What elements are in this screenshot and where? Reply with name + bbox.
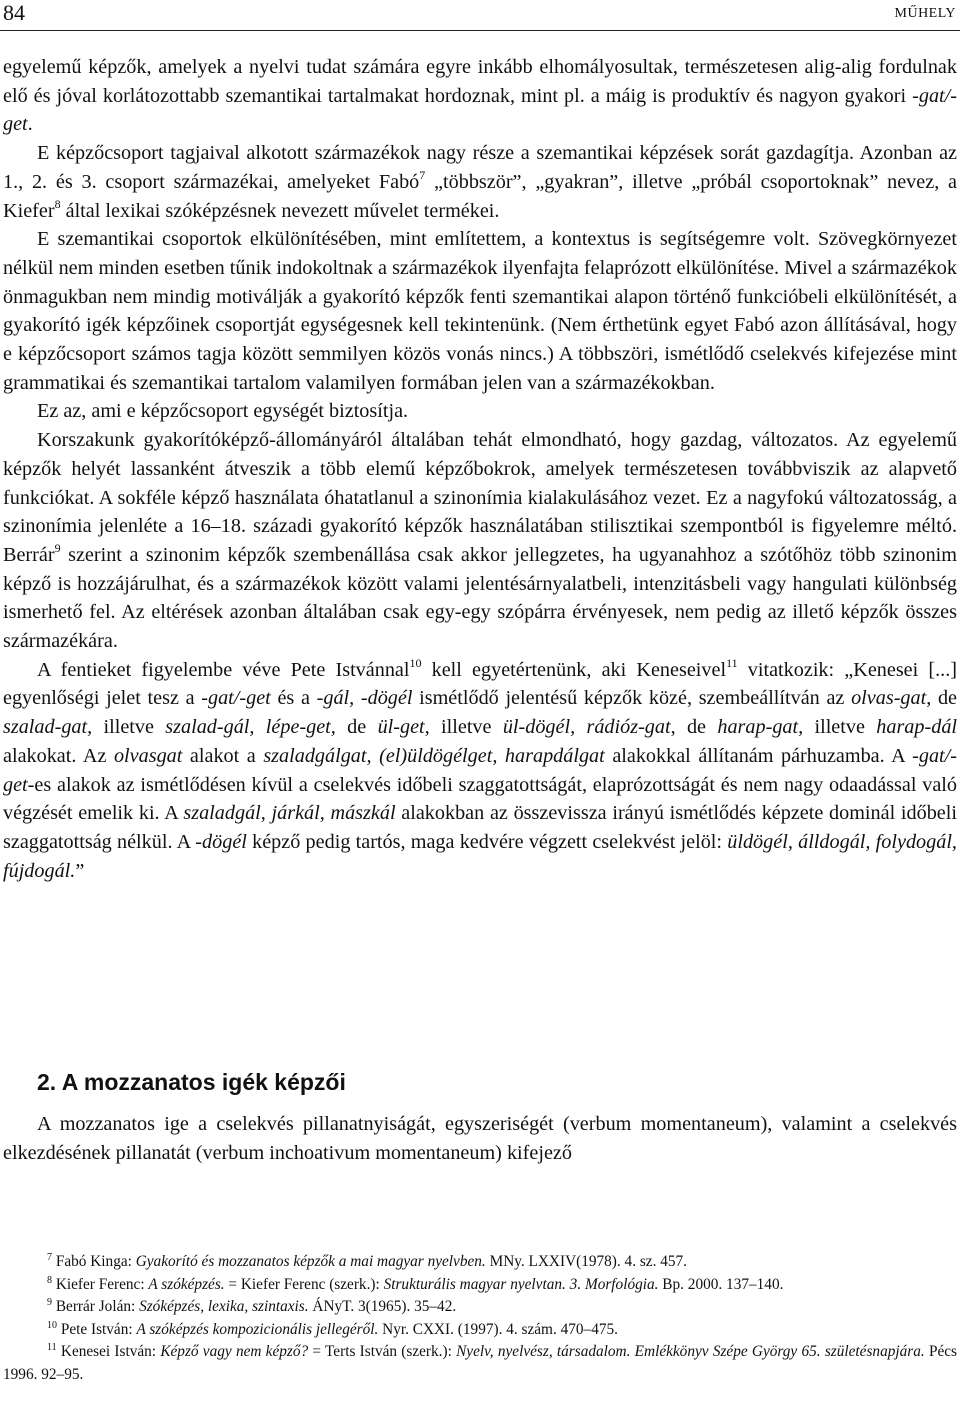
footnote: $^{11}$ Kenesei István: Képző vagy nem képző? = Terts István (szerk.): Nyelv, nyelvész, társadalom. Emlékkönyv Szépe György 65. születésnapjára. Pécs 1996. 92–95. <box>3 1342 957 1383</box>
footnotes <box>3 1251 957 1386</box>
footnote: $^7$ Fabó Kinga: Gyakorító és mozzanatos képzők a mai magyar nyelvben. MNy. LXXIV(1978). 4. sz. 457. <box>47 1252 688 1270</box>
footnote: $^8$ Kiefer Ferenc: A szóképzés. = Kiefer Ferenc (szerk.): Strukturális magyar nyelvtan. 3. Morfológia. Bp. 2000. 137–140. <box>47 1274 784 1293</box>
footnote-ref: 11 <box>726 655 738 670</box>
body-text-section-2 <box>3 1110 957 1167</box>
footnote-ref: 10 <box>409 655 422 670</box>
paragraph: egyelemű képzők, amelyek a nyelvi tudat számára egyre inkább elhomályosultak, természetesen alig-alig fordulnak elő és jóval korlátozottabb szemantikai tartalmakat hordoznak, mint pl. a máig is produktív és nagyon gyakori -gat/-get. <box>3 56 957 136</box>
footnote: $^{10}$ Pete István: A szóképzés kompozicionális jellegéről. Nyr. CXXI. (1997). 4. szám. 470–475. <box>47 1319 618 1338</box>
paragraph: Ez az, ami e képzőcsoport egységét biztosítja. <box>37 400 409 423</box>
paragraph: E képzőcsoport tagjaival alkotott származékok nagy része a szemantikai képzések sorát gazdagítja. Azonban az 1., 2. és 3. csoport származékai, amelyeket Fabó$^7$ „többször”, „gyakran”, illetve „próbál csoportoknak” nevez, a Kiefer$^8$ által lexikai szóképzésnek nevezett művelet termékei. <box>3 142 957 222</box>
footnote: $^9$ Berrár Jolán: Szóképzés, lexika, szintaxis. ÁNyT. 3(1965). 35–42. <box>47 1297 457 1315</box>
page-number: 84 <box>3 0 25 25</box>
footnote-ref: 9 <box>54 540 61 555</box>
footnote-ref: 8 <box>54 196 61 211</box>
section-heading: 2. A mozzanatos igék képzői <box>37 1069 346 1095</box>
paragraph: A fentieket figyelembe véve Pete Istvánnal$^{10}$ kell egyetértenünk, aki Keneseivel$^{11}$ vitatkozik: „Kenesei [...] egyenlőségi jelet tesz a -gat/-get és a -gál, -dögél ismétlődő jelentésű képzők közé, szembeállítván az olvas-gat, de szalad-gat, illetve szalad-gál, lépe-get, de ül-get, illetve ül-dögél, rádióz-gat, de harap-gat, illetve harap-dál alakokat. Az olvasgat alakot a szaladgálgat, (el)üldögélget, harapdálgat alakokkal állítanám párhuzamba. A -gat/-get-es alakok az ismétlődésen kívül a cselekvés időbeli szaggatottságát, elaprózottságát és nem nagy odaadással való végzését emelik ki. A szaladgál, járkál, mászkál alakokban az összevissza irányú ismétlődés képzete dominál időbeli szaggatottság nélkül. A -dögél képző pedig tartós, maga kedvére végzett cselekvést jelöl: üldögél, álldogál, folydogál, fújdogál.” <box>3 655 958 882</box>
footnote-ref: 7 <box>419 167 426 182</box>
paragraph: Korszakunk gyakorítóképző-állományáról általában tehát elmondható, hogy gazdag, változatos. Az egyelemű képzők helyét lassanként átveszik a több elemű képzőbokrok, amelyek természetesen továbbviszik az alapvető funkciókat. A sokféle képző használata óhatatlanul a szinonímia kialakulásához vezet. Ez a nagyfokú változatosság, a szinonímia jelenléte a 16–18. századi gyakorító képzők használatában stilisztikai szempontból is figyelemre méltó. Berrár$^9$ szerint a szinonim képzők szembenállása csak akkor jellegzetes, ha ugyanahhoz a szótőhöz több szinonim képző is hozzájárulhat, és a származékok között valami jelentésárnyalatbeli, intenzitásbeli vagy hangulati különbség ismerhető fel. Az eltérések azonban általában csak egy-egy szópárra érvényesek, nem pedig az illető képzők összes származékára. <box>3 429 957 653</box>
paragraph: A mozzanatos ige a cselekvés pillanatnyiságát, egyszeriségét (verbum momentaneum), valamint a cselekvés elkezdésének pillanatát (verbum inchoativum momentaneum) kifejező <box>3 1113 957 1164</box>
header-divider <box>0 30 960 31</box>
running-header-section: MŰHELY <box>894 6 956 21</box>
body-text <box>3 53 957 885</box>
paragraph: E szemantikai csoportok elkülönítésében, mint említettem, a kontextus is segítségemre volt. Szövegkörnyezet nélkül nem minden esetben tűnik indokoltnak a származékok ilyenfajta felaprózott elkülönítése. Mivel a származékok önmagukban nem mindig motiválják a gyakorító képzők fenti szemantikai alapon történő funkcióbeli elkülönítését, a gyakorító igék képzőinek csoportját egységesnek kell tekintenünk. (Nem érthetünk egyet Fabó azon állításával, hogy e képzőcsoport számos tagja között semmilyen közös vonás nincs.) A többszöri, ismétlődő cselekvés kifejezése mint grammatikai és szemantikai tartalom valamilyen formában jelen van a származékokban. <box>3 228 957 394</box>
